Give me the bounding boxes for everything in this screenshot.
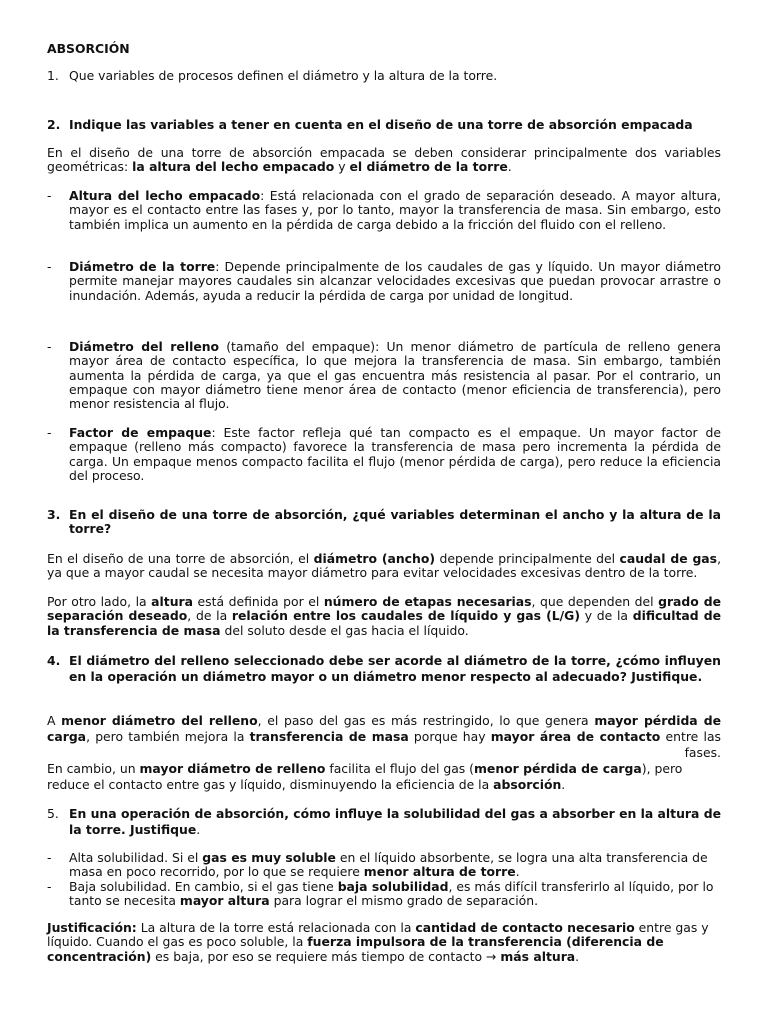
question-5: [47, 806, 721, 838]
bullet-item: [47, 851, 721, 880]
text-run: (tamaño del empaque): Un menor diámetro de partícula de relleno genera mayor área de contacto específica, lo que mejora la transferencia de masa. Sin embargo, también aumenta la pérdida de carga, ya que el gas encuentra más resistencia al pasar. Por el contrario, un empaque con mayor diámetro tiene menor área de contacto (menor eficiencia de transferencia), pero menor resistencia al flujo.: [69, 339, 721, 412]
justification-paragraph: [47, 921, 721, 964]
arrow-icon: →: [486, 948, 497, 964]
bold-run: gas es muy soluble: [202, 850, 336, 865]
text-run: ), pero reduce el contacto entre gas y líquido, disminuyendo la eficiencia de la: [47, 761, 683, 792]
bold-run: mayor diámetro de relleno: [139, 761, 326, 776]
bullet-text: [69, 851, 721, 880]
text-run: y: [334, 159, 350, 175]
question-number: 1.: [47, 68, 59, 83]
bold-run: mayor altura: [179, 893, 270, 909]
question-text: En el diseño de una torre de absorción, ¿qué variables determinan el ancho y la altura de la torre?: [69, 507, 721, 537]
bold-run: la altura del lecho empacado: [132, 159, 335, 175]
question-text: El diámetro del relleno seleccionado debe ser acorde al diámetro de la torre, ¿cómo influyen en la operación un diámetro mayor o un diámetro menor respecto al adecuado? Justifique.: [69, 653, 721, 684]
text-run: Alta solubilidad. Si el: [69, 850, 203, 865]
bold-run: Diámetro del relleno: [69, 339, 220, 354]
answer-3-p2: [47, 595, 721, 638]
bullet-text: [69, 880, 721, 909]
bullet-item: [47, 340, 721, 411]
bold-run: grado de separación deseado: [47, 594, 721, 624]
bold-run: cantidad de contacto necesario: [415, 920, 635, 935]
bold-run: En una operación de absorción, cómo influye la solubilidad del gas a absorber en la altura de la torre. Justifique: [69, 806, 721, 837]
bold-run: altura: [151, 594, 193, 609]
text-run: : Este factor refleja qué tan compacto es el empaque. Un mayor factor de empaque (relleno más compacto) favorece la transferencia de masa pero incrementa la pérdida de carga. Un empaque menos compacto facilita el flujo (menor pérdida de carga), pero reduce la eficiencia del proceso.: [69, 425, 721, 483]
text-run: y de la: [580, 608, 633, 624]
text-run: .: [515, 864, 520, 880]
bullet-dash: -: [47, 339, 52, 354]
question-number: 4.: [47, 653, 61, 668]
bold-run: Diámetro de la torre: [69, 259, 216, 274]
text-run: Por otro lado, la: [47, 594, 152, 609]
question-2: [47, 118, 721, 132]
bullet-text: [69, 189, 721, 232]
text-run: En el diseño de una torre de absorción, el: [47, 551, 314, 566]
question-4: [47, 653, 721, 685]
bold-run: mayor área de contacto: [490, 729, 661, 744]
question-number: 5.: [47, 806, 59, 821]
text-run: en el líquido absorbente, se logra una alta transferencia de masa en poco recorrido, por lo que se requiere: [69, 850, 708, 880]
bold-run: número de etapas necesarias: [323, 594, 532, 609]
answer-2-intro: [47, 146, 721, 175]
text-run: : Está relacionada con el grado de separación deseado. A mayor altura, mayor es el contacto entre las fases y, por lo tanto, mayor la transferencia de masa. Sin embargo, esto también implica un aumento en la pérdida de carga debido a la fricción del fluido con el relleno.: [69, 188, 721, 232]
question-text: Que variables de procesos definen el diámetro y la altura de la torre.: [69, 68, 498, 83]
question-number: 2.: [47, 117, 61, 132]
text-run: Baja solubilidad. En cambio, si el gas tiene: [69, 879, 338, 894]
bold-run: relación entre los caudales de líquido y gas (L/G): [231, 608, 580, 624]
text-run: , el paso del gas es más restringido, lo que genera: [257, 713, 595, 728]
question-text: [69, 806, 721, 838]
question-3: [47, 508, 721, 537]
text-run: A: [47, 713, 62, 728]
bullet-text: [69, 426, 721, 483]
bullet-item: [47, 880, 721, 909]
text-run: del soluto desde el gas hacia el líquido.: [220, 622, 469, 638]
text-run: para lograr el mismo grado de separación.: [269, 893, 539, 909]
bold-run: menor altura de torre: [363, 864, 516, 880]
answer-4-p1-tail: fases.: [684, 745, 721, 760]
bold-run: caudal de gas: [619, 551, 718, 566]
text-run: es baja, por eso se requiere más tiempo de contacto: [151, 948, 487, 964]
bullet-dash: -: [47, 188, 52, 203]
bullet-item: [47, 189, 721, 232]
document-title: ABSORCIÓN: [47, 41, 130, 56]
text-run: entre gas y líquido. Cuando el gas es poco soluble, la: [47, 920, 709, 950]
bold-run: más altura: [500, 948, 576, 964]
text-run: entre las: [660, 729, 721, 744]
text-run: , pero también mejora la: [86, 729, 250, 744]
bullet-item: [47, 260, 721, 303]
answer-3-p1: [47, 552, 721, 581]
justification-label: Justificación:: [47, 920, 137, 935]
question-text: Indique las variables a tener en cuenta en el diseño de una torre de absorción empacada: [69, 117, 693, 132]
text-run: porque hay: [408, 729, 491, 744]
bold-run: Factor de empaque: [69, 425, 212, 440]
bold-run: Altura del lecho empacado: [69, 188, 261, 203]
bullet-dash: -: [47, 425, 52, 440]
bullet-dash: -: [47, 879, 52, 894]
bold-run: diámetro (ancho): [313, 551, 436, 566]
text-run: .: [507, 159, 512, 175]
bold-run: mayor pérdida de carga: [47, 713, 721, 744]
bullet-dash: -: [47, 259, 52, 274]
text-run: En cambio, un: [47, 761, 140, 776]
bullet-text: [69, 260, 721, 303]
bold-run: absorción: [493, 777, 562, 792]
text-run: , que dependen del: [531, 594, 659, 609]
bold-run: fuerza impulsora de la transferencia (diferencia de concentración): [47, 934, 664, 964]
text-run: En el diseño de una torre de absorción empacada se deben considerar principalmente dos variables geométricas:: [47, 145, 721, 175]
text-run: .: [196, 822, 201, 837]
bold-run: menor pérdida de carga: [474, 761, 642, 776]
text-run: La altura de la torre está relacionada con la: [136, 920, 416, 935]
answer-4-p2: [47, 761, 721, 793]
bold-run: menor diámetro del relleno: [61, 713, 258, 728]
answer-4-p1: [47, 713, 721, 745]
text-run: está definida por el: [192, 594, 324, 609]
text-run: , de la: [187, 608, 232, 624]
text-run: , es más difícil transferirlo al líquido, por lo tanto se necesita: [69, 879, 714, 909]
text-run: facilita el flujo del gas (: [325, 761, 475, 776]
bold-run: baja solubilidad: [337, 879, 449, 894]
bullet-dash: -: [47, 850, 52, 865]
bold-run: el diámetro de la torre: [349, 159, 508, 175]
bullet-item: [47, 426, 721, 483]
text-run: depende principalmente del: [435, 551, 620, 566]
text-run: , ya que a mayor caudal se necesita mayor diámetro para evitar velocidades excesivas dentro de la torre.: [47, 551, 722, 581]
bold-run: transferencia de masa: [249, 729, 409, 744]
text-run: : Depende principalmente de los caudales de gas y líquido. Un mayor diámetro permite manejar mayores caudales sin alcanzar velocidades excesivas que puedan provocar arrastre o inundación. Además, ayuda a reducir la pérdida de carga por unidad de longitud.: [69, 259, 721, 303]
text-run: .: [575, 948, 580, 964]
bold-run: dificultad de la transferencia de masa: [47, 608, 721, 638]
bullet-text: [69, 340, 721, 411]
question-1: [47, 69, 721, 83]
text-run: .: [561, 777, 566, 792]
question-number: 3.: [47, 507, 61, 522]
